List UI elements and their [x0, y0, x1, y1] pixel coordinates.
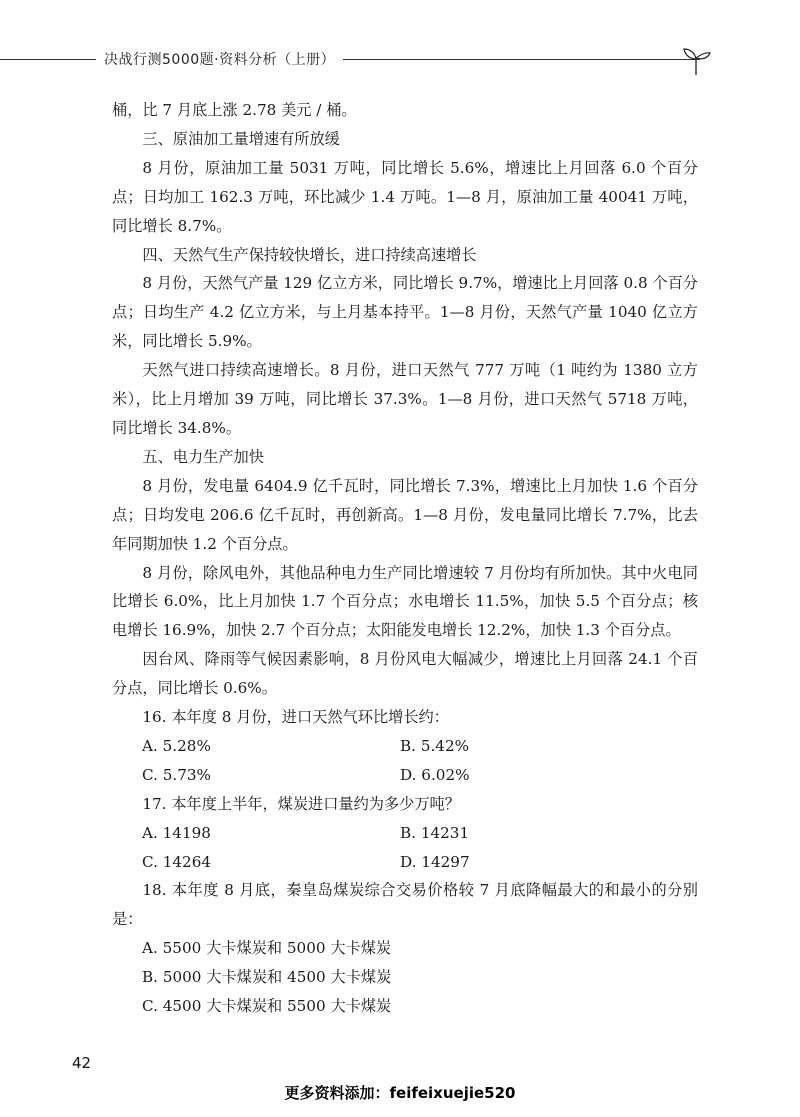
- running-header: [0, 44, 800, 74]
- section-heading-electricity: 五、电力生产加快: [142, 447, 264, 466]
- paragraph-electricity-types: 8 月份，除风电外，其他品种电力生产同比增速较 7 月份均有所加快。其中火电同比增长 6.0%，比上月加快 1.7 个百分点；水电增长 11.5%，加快 5.5 个百分点；核电增长 16.9%，加快 2.7 个百分点；太阳能发电增长 12.2%，加快 1.3 个百分点。: [112, 563, 698, 640]
- question-17-option-c: C. 14264: [142, 852, 212, 871]
- paragraph-natural-gas-import: 天然气进口持续高速增长。8 月份，进口天然气 777 万吨（1 吨约为 1380 立方米），比上月增加 39 万吨，同比增长 37.3%。1—8 月份，进口天然气 5718 万吨，同比增长 34.8%。: [112, 361, 698, 437]
- question-16-stem: 16. 本年度 8 月份，进口天然气环比增长约：: [142, 708, 449, 727]
- paragraph-electricity-output: 8 月份，发电量 6404.9 亿千瓦时，同比增长 7.3%，增速比上月加快 1.6 个百分点；日均发电 206.6 亿千瓦时，再创新高。1—8 月份，发电量同比增长 7.7%，比去年同期加快 1.2 个百分点。: [112, 476, 698, 553]
- paragraph-wind-power: 因台风、降雨等气候因素影响，8 月份风电大幅减少，增速比上月回落 24.1 个百分点，同比增长 0.6%。: [112, 650, 698, 698]
- question-16-options: [112, 732, 698, 790]
- sprout-icon: [678, 44, 714, 76]
- question-18-options: [112, 934, 698, 1021]
- page-body: [112, 96, 698, 1021]
- paragraph-continued: 桶，比 7 月底上涨 2.78 美元 / 桶。: [112, 101, 357, 119]
- question-17-options: [112, 819, 698, 877]
- question-17-stem: 17. 本年度上半年，煤炭进口量约为多少万吨？: [142, 794, 460, 813]
- question-16-option-a: A. 5.28%: [142, 736, 211, 755]
- question-16-option-d: D. 6.02%: [400, 765, 470, 784]
- question-17-option-b: B. 14231: [400, 823, 470, 842]
- question-17-option-d: D. 14297: [400, 852, 470, 871]
- question-16-option-c: C. 5.73%: [142, 765, 211, 784]
- footer-watermark: 更多资料添加：feifeixuejie520: [284, 1084, 516, 1102]
- question-17-option-a: A. 14198: [142, 823, 211, 842]
- question-18-option-b: B. 5000 大卡煤炭和 4500 大卡煤炭: [142, 968, 392, 987]
- question-18-option-a: A. 5500 大卡煤炭和 5000 大卡煤炭: [142, 939, 392, 958]
- header-rule-left: [0, 59, 96, 60]
- question-16-option-b: B. 5.42%: [400, 736, 470, 755]
- section-heading-natural-gas: 四、天然气生产保持较快增长，进口持续高速增长: [142, 245, 477, 264]
- header-rule-right: [343, 59, 700, 60]
- paragraph-crude-oil: 8 月份，原油加工量 5031 万吨，同比增长 5.6%，增速比上月回落 6.0 个百分点；日均加工 162.3 万吨，环比减少 1.4 万吨。1—8 月，原油加工量 40041 万吨，同比增长 8.7%。: [112, 158, 698, 235]
- question-18-option-c: C. 4500 大卡煤炭和 5500 大卡煤炭: [142, 997, 392, 1016]
- paragraph-natural-gas-production: 8 月份，天然气产量 129 亿立方米，同比增长 9.7%，增速比上月回落 0.8 个百分点；日均生产 4.2 亿立方米，与上月基本持平。1—8 月份，天然气产量 1040 亿立方米，同比增长 5.9%。: [112, 274, 698, 351]
- question-18-stem: 18. 本年度 8 月底，秦皇岛煤炭综合交易价格较 7 月底降幅最大的和最小的分别是：: [112, 881, 698, 929]
- header-title: 决战行测5000题·资料分析（上册）: [104, 52, 336, 68]
- page-number: 42: [72, 1054, 92, 1072]
- section-heading-crude-oil: 三、原油加工量增速有所放缓: [142, 129, 340, 148]
